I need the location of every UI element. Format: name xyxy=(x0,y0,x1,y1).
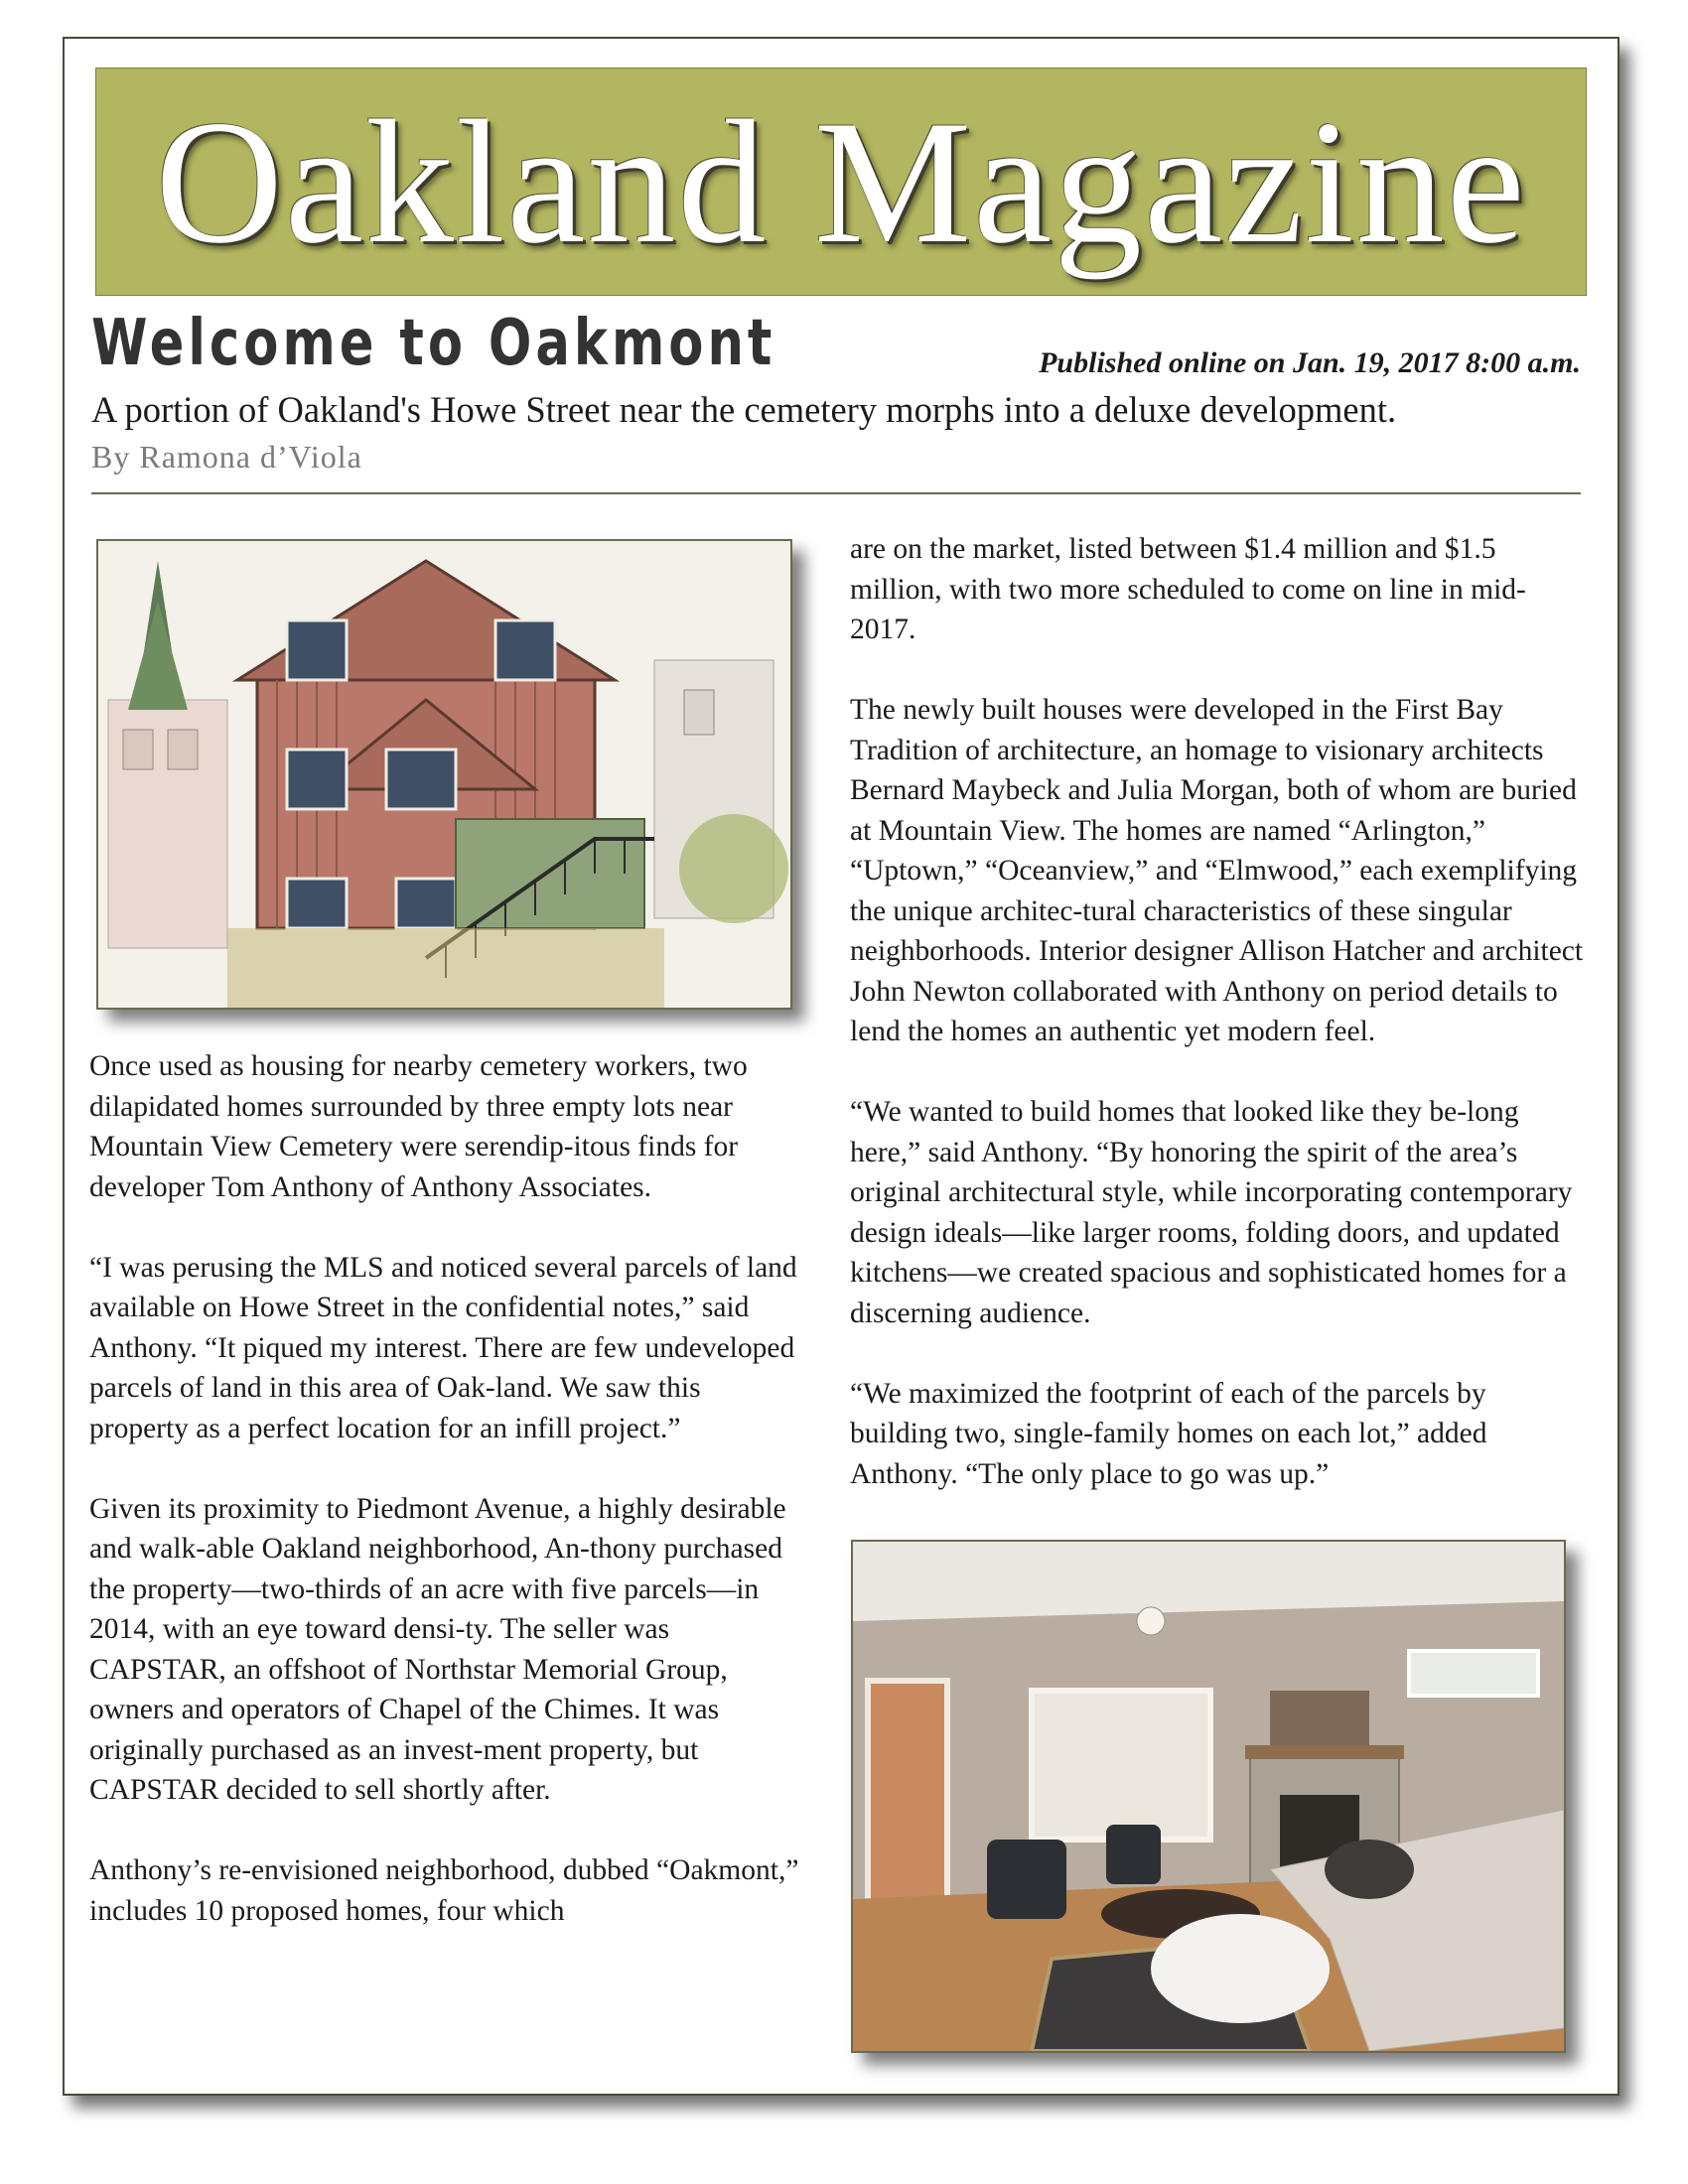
column-right xyxy=(850,529,1585,1535)
publication-date: Published online on Jan. 19, 2017 8:00 a.m. xyxy=(1039,346,1581,379)
article-byline: By Ramona d’Viola xyxy=(91,439,362,475)
house-illustration xyxy=(96,539,792,1010)
paragraph: are on the market, listed between $1.4 million and $1.5 million, with two more scheduled to come on line in mid-2017. xyxy=(850,533,1526,645)
paragraph: “I was perusing the MLS and noticed several parcels of land available on Howe Street in the confidential notes,” said Anthony. “It piqued my interest. There are few undeveloped parcels of land in this area of Oak-land. We saw this property as a perfect location for an infill project.” xyxy=(89,1251,797,1444)
column-left xyxy=(89,1046,804,1972)
paragraph: Given its proximity to Piedmont Avenue, a highly desirable and walk-able Oakland neighborhood, An-thony purchased the property—two-thirds of an acre with five parcels—in 2014, with an eye toward densi-ty. The seller was CAPSTAR, an offshoot of Northstar Memorial Group, owners and operators of Chapel of the Chimes. It was originally purchased as an invest-ment property, but CAPSTAR decided to sell shortly after. xyxy=(89,1492,786,1806)
paragraph: “We wanted to build homes that looked like they be-long here,” said Anthony. “By honoring the spirit of the area’s original architectural style, while incorporating contemporary design ideals—like larger rooms, folding doors, and updated kitchens—we created spacious and sophisticated homes for a discerning audience. xyxy=(850,1096,1573,1329)
paragraph: The newly built houses were developed in the First Bay Tradition of architecture, an homage to visionary architects Bernard Maybeck and Julia Morgan, both of whom are buried at Mountain View. The homes are named “Arlington,” “Uptown,” “Oceanview,” and “Elmwood,” each exemplifying the unique architec-tural characteristics of these singular neighborhoods. Interior designer Allison Hatcher and architect John Newton collaborated with Anthony on period details to lend the homes an authentic yet modern feel. xyxy=(850,694,1584,1047)
paragraph: Anthony’s re-envisioned neighborhood, dubbed “Oakmont,” includes 10 proposed homes, four which xyxy=(89,1854,799,1927)
article-deck: A portion of Oakland's Howe Street near the cemetery morphs into a deluxe development. xyxy=(91,389,1397,430)
divider-rule xyxy=(91,492,1581,494)
paragraph: “We maximized the footprint of each of the parcels by building two, single-family homes on each lot,” added Anthony. “The only place to go was up.” xyxy=(850,1377,1487,1490)
living-room-photo xyxy=(851,1540,1566,2053)
article-headline: Welcome to Oakmont xyxy=(91,307,776,380)
masthead-title: Oakland Magazine xyxy=(155,83,1527,280)
masthead-banner xyxy=(95,68,1587,296)
paragraph: Once used as housing for nearby cemetery workers, two dilapidated homes surrounded by three empty lots near Mountain View Cemetery were serendip-itous finds for developer Tom Anthony of Anthony Associates. xyxy=(89,1050,748,1203)
